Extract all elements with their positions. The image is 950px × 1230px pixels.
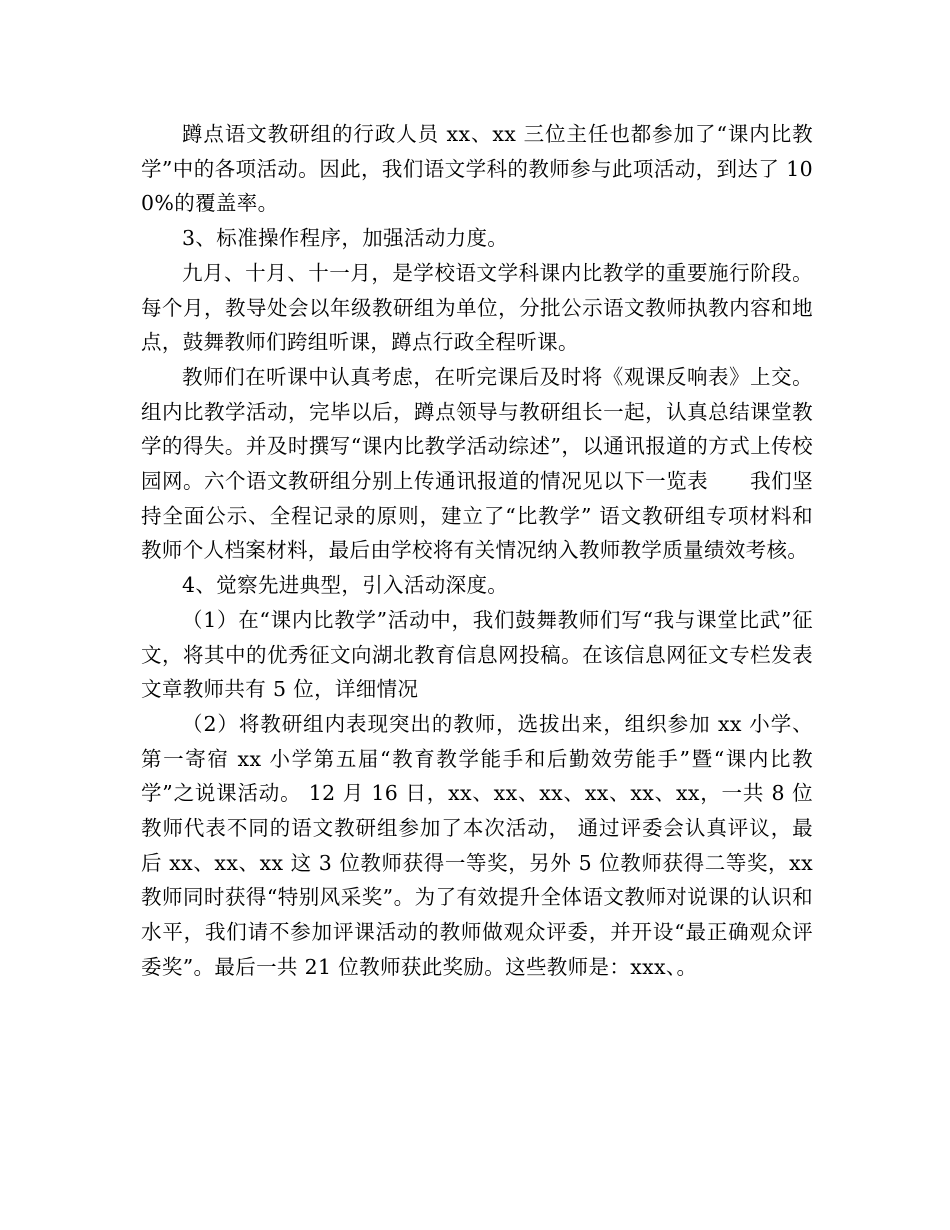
paragraph-essay-contest: （1）在“课内比教学”活动中，我们鼓舞教师们写“我与课堂比武”征文，将其中的优秀征文向湖北教育信息网投稿。在该信息网征文专栏发表文章教师共有 5 位，详细情况 xyxy=(141,607,813,702)
paragraph-implementation-stage: 九月、十月、十一月，是学校语文学科课内比教学的重要施行阶段。每个月，教导处会以年级教研组为单位，分批公示语文教师执教内容和地点，鼓舞教师们跨组听课，蹲点行政全程听课。 xyxy=(141,260,813,355)
document-body xyxy=(141,117,813,985)
heading-advanced-models: 4、觉察先进典型，引入活动深度。 xyxy=(182,573,509,598)
paragraph-participation-coverage: 蹲点语文教研组的行政人员 xx、xx 三位主任也都参加了“课内比教学”中的各项活动。因此，我们语文学科的教师参与此项活动，到达了 100%的覆盖率。 xyxy=(141,122,813,216)
paragraph-feedback-and-records: 教师们在听课中认真考虑，在听完课后及时将《观课反响表》上交。组内比教学活动，完毕以后，蹲点领导与教研组长一起，认真总结课堂教学的得失。并及时撰写“课内比教学活动综述”，以通讯报道的方式上传校园网。六个语文教研组分别上传通讯报道的情况见以下一览表 我们坚持全面公示、全程记录的原则，建立了“比教学” 语文教研组专项材料和教师个人档案材料，最后由学校将有关情况纳入教师教学质量绩效考核。 xyxy=(141,364,813,563)
paragraph-lecture-competition: （2）将教研组内表现突出的教师，选拔出来，组织参加 xx 小学、第一寄宿 xx 小学第五届“教育教学能手和后勤效劳能手”暨“课内比教学”之说课活动。 12 月 16 日，xx、xx、xx、xx、xx、xx，一共 8 位教师代表不同的语文教研组参加了本次活动， 通过评委会认真评议，最后 xx、xx、xx 这 3 位教师获得一等奖，另外 5 位教师获得二等奖，xx 教师同时获得“特别风采奖”。为了有效提升全体语文教师对说课的认识和水平，我们请不参加评课活动的教师做观众评委，并开设“最正确观众评委奖”。最后一共 21 位教师获此奖励。这些教师是：xxx、。 xyxy=(141,711,813,979)
heading-standard-procedures: 3、标准操作程序，加强活动力度。 xyxy=(182,226,509,251)
